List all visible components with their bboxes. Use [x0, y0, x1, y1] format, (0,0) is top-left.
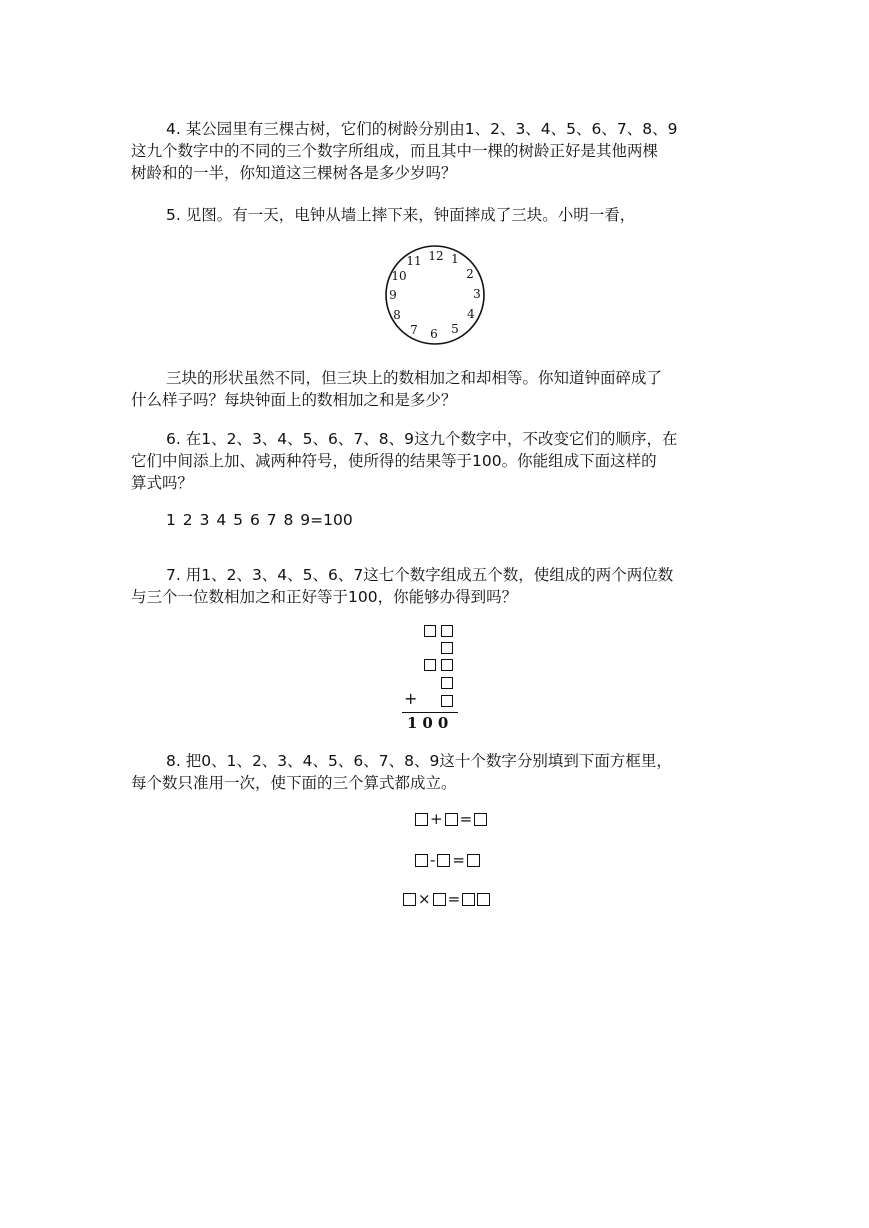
equation-subtraction [414, 850, 481, 870]
answer-box [441, 625, 453, 637]
clock-number: 8 [393, 308, 401, 322]
q5-line-3: 什么样子吗？每块钟面上的数相加之和是多少？ [131, 391, 457, 409]
answer-box [441, 659, 453, 671]
answer-box [437, 854, 450, 867]
vertical-addition-figure [394, 622, 464, 732]
answer-box [477, 893, 490, 906]
q8-line-2: 每个数只准用一次，使下面的三个算式都成立。 [131, 774, 457, 792]
q7-line-2: 与三个一位数相加之和正好等于100，你能够办得到吗？ [131, 588, 518, 606]
clock-number: 3 [473, 287, 481, 301]
clock-number: 7 [410, 323, 418, 337]
clock-number: 11 [406, 254, 422, 268]
minus-operator: - [430, 851, 436, 869]
answer-box [403, 893, 416, 906]
clock-number: 4 [467, 307, 475, 321]
sum-result: 100 [407, 714, 454, 732]
answer-box [462, 893, 475, 906]
q6-line-3: 算式吗？ [131, 474, 194, 492]
clock-number: 10 [391, 269, 407, 283]
sum-line [402, 712, 458, 713]
equals-sign: = [459, 810, 473, 828]
plus-sign: + [404, 689, 418, 708]
q7-line-1: 7. 用1、2、3、4、5、6、7这七个数字组成五个数，使组成的两个两位数 [166, 566, 674, 584]
answer-box [424, 659, 436, 671]
answer-box [474, 813, 487, 826]
answer-box [441, 642, 453, 654]
clock-number: 5 [451, 322, 459, 336]
q4-line-2: 这九个数字中的不同的三个数字所组成，而且其中一棵的树龄正好是其他两棵 [131, 142, 659, 160]
plus-operator: + [430, 810, 443, 828]
q5-line-1: 5. 见图。有一天，电钟从墙上摔下来，钟面摔成了三块。小明一看， [166, 206, 636, 224]
answer-box [441, 677, 453, 689]
clock-face-figure [383, 243, 487, 347]
equation-addition [414, 809, 488, 829]
answer-box [415, 813, 428, 826]
clock-number: 12 [428, 249, 444, 263]
clock-number: 9 [389, 288, 397, 302]
equals-sign: = [452, 851, 465, 869]
answer-box [415, 854, 428, 867]
q4-line-3: 树龄和的一半，你知道这三棵树各是多少岁吗？ [131, 164, 457, 182]
clock-number: 2 [466, 267, 474, 281]
equation-multiplication [402, 889, 491, 909]
clock-number: 6 [430, 327, 438, 341]
q6-formula: 1 2 3 4 5 6 7 8 9=100 [166, 511, 353, 529]
answer-box [441, 695, 453, 707]
q6-line-1: 6. 在1、2、3、4、5、6、7、8、9这九个数字中，不改变它们的顺序，在 [166, 430, 678, 448]
q6-line-2: 它们中间添上加、减两种符号，使所得的结果等于100。你能组成下面这样的 [131, 452, 657, 470]
answer-box [424, 625, 436, 637]
answer-box [445, 813, 458, 826]
times-operator: × [418, 890, 431, 908]
q4-line-1: 4. 某公园里有三棵古树，它们的树龄分别由1、2、3、4、5、6、7、8、9 [166, 120, 678, 138]
equals-sign: = [447, 890, 461, 908]
answer-box [467, 854, 480, 867]
q8-line-1: 8. 把0、1、2、3、4、5、6、7、8、9这十个数字分别填到下面方框里， [166, 752, 672, 770]
q5-line-2: 三块的形状虽然不同，但三块上的数相加之和却相等。你知道钟面碎成了 [166, 369, 663, 387]
clock-number: 1 [451, 252, 459, 266]
answer-box [433, 893, 446, 906]
